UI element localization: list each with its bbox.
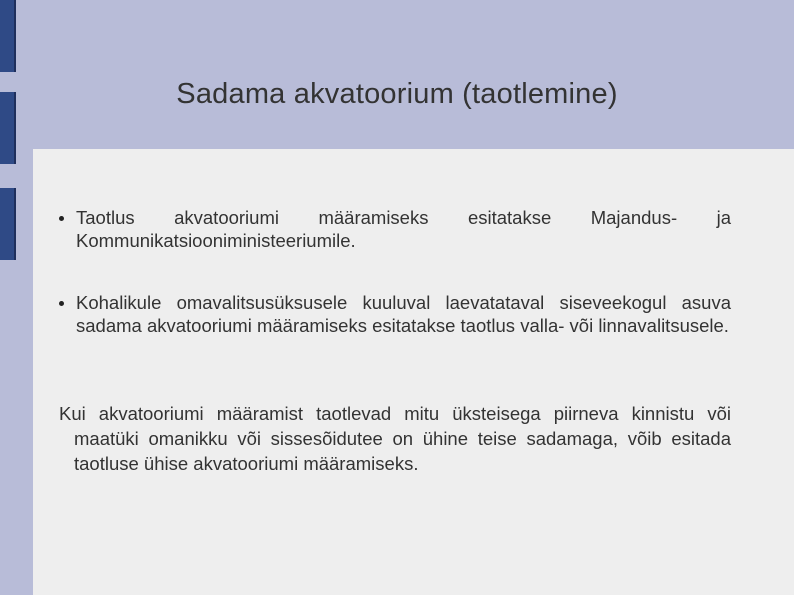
left-accent-bar-bottom [0, 188, 16, 260]
bullet-dot-icon [59, 301, 64, 306]
slide-title: Sadama akvatoorium (taotlemine) [176, 78, 618, 110]
left-accent-bar-top [0, 0, 16, 72]
bullet-dot-icon [59, 216, 64, 221]
bullet-text: Kohalikule omavalitsusüksusele kuuluval laevatataval siseveekogul asuva sadama akvatooriumi määramiseks esitatakse taotlus valla- või linnavalitsusele. [76, 292, 731, 336]
bullet-item [59, 207, 731, 252]
body-paragraph: Kui akvatooriumi määramist taotlevad mitu üksteisega piirneva kinnistu või maatüki omanikku või sissesõidutee on ühine teise sadamaga, võib esitada taotluse ühise akvatooriumi määramiseks. [59, 403, 731, 474]
bullet-text: Taotlus akvatooriumi määramiseks esitatakse Majandus- ja Kommunikatsiooniministeeriumile. [76, 207, 731, 251]
bullet-item [59, 292, 731, 337]
